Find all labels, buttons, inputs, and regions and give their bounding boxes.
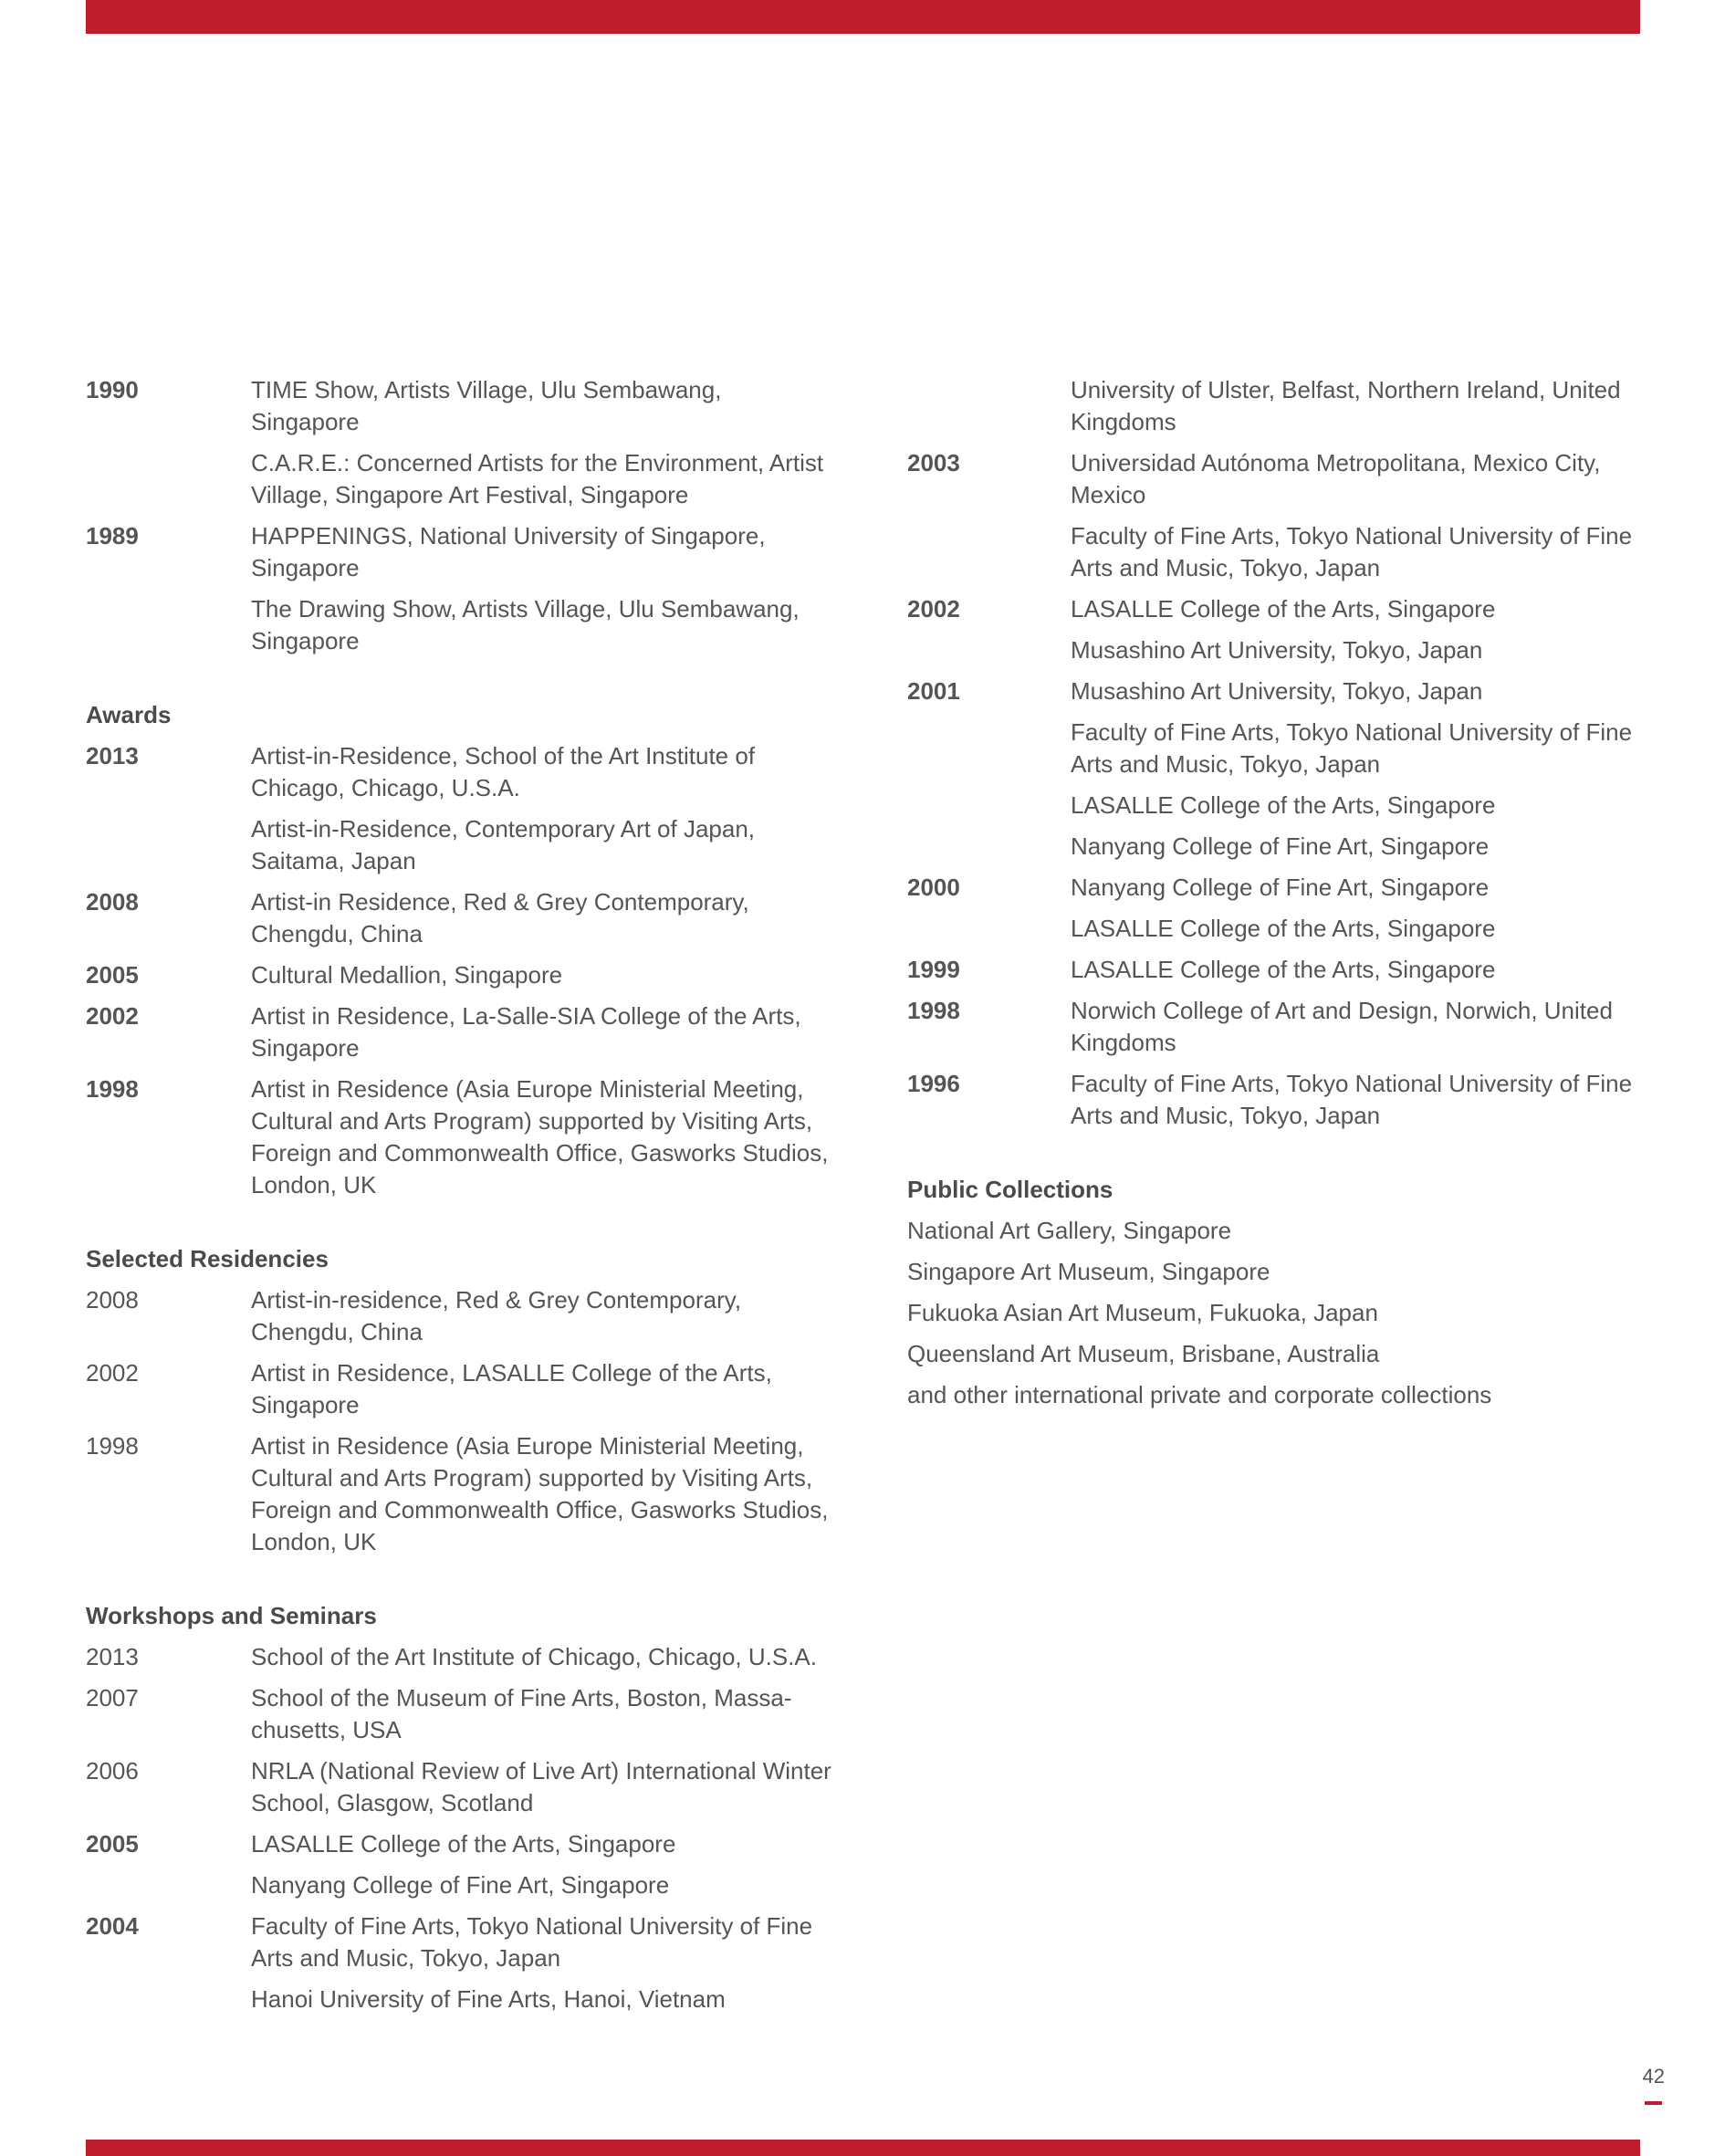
list-item [86,740,834,804]
list-item [86,520,834,584]
entry-year [907,790,1071,822]
entry-text: Faculty of Fine Arts, Tokyo National University of Fine Arts and Music, Tokyo, Japan [1071,718,1633,778]
entry-text: Artist in Residence, La-Salle-SIA College of the Arts, Singapore [251,1002,801,1062]
entry-text: Cultural Medallion, Singapore [251,961,563,989]
list-item [907,790,1656,822]
list-item [86,1430,834,1558]
entry-year [907,634,1071,666]
entry-text: Musashino Art University, Tokyo, Japan [1071,677,1483,705]
entry-year: 1996 [907,1070,960,1097]
list-item [86,1000,834,1064]
entry-text: Artist-in-Residence, School of the Art Institute of Chicago, Chicago, U.S.A. [251,742,756,801]
collection-item: Singapore Art Museum, Singapore [907,1258,1270,1285]
list-item [907,913,1656,945]
entry-text: School of the Art Institute of Chicago, Chicago, U.S.A. [251,1643,818,1670]
entry-text: LASALLE College of the Arts, Singapore [1071,956,1496,983]
entry-year: 1998 [907,997,960,1024]
entry-text: NRLA (National Review of Live Art) International Winter School, Glasgow, Scotland [251,1757,831,1816]
entry-year [86,447,251,511]
entry-year: 2000 [907,874,960,901]
entry-text: Norwich College of Art and Design, Norwich, United Kingdoms [1071,997,1613,1056]
list-item [86,447,834,511]
list-item [907,831,1656,863]
residencies-section [86,1243,834,1558]
entry-year [86,1983,251,2015]
entry-text: Artist in Residence (Asia Europe Ministerial Meeting, Cultural and Arts Program) supported by Visiting Arts, Foreign and Commonwealth Office, Gasworks Studios, London, UK [251,1075,829,1198]
entry-year [86,1869,251,1901]
entry-year [86,813,251,877]
list-item [86,1755,834,1819]
entry-text: Nanyang College of Fine Art, Singapore [1071,832,1490,860]
list-item [86,1828,834,1860]
collection-item: Fukuoka Asian Art Museum, Fukuoka, Japan [907,1299,1378,1326]
list-item [86,813,834,877]
entry-year: 2008 [86,888,139,916]
entry-year [907,520,1071,584]
entry-year: 2008 [86,1286,139,1313]
list-item [907,954,1656,986]
entry-text: Universidad Autónoma Metropolitana, Mexico City, Mexico [1071,449,1601,508]
entry-year [907,831,1071,863]
entry-text: Faculty of Fine Arts, Tokyo National University of Fine Arts and Music, Tokyo, Japan [251,1912,813,1972]
list-item [86,1869,834,1901]
collections-section [907,1174,1656,1411]
entry-year [907,717,1071,780]
awards-heading: Awards [86,701,172,728]
workshops-continued-section [907,374,1656,1132]
entry-text: C.A.R.E.: Concerned Artists for the Environment, Artist Village, Singapore Art Festival, Singapore [251,449,824,508]
entry-year: 1989 [86,522,139,549]
entry-text: Nanyang College of Fine Art, Singapore [1071,874,1490,901]
top-accent-bar [86,0,1640,34]
list-item [907,1068,1656,1132]
list-item [86,593,834,657]
collection-item: National Art Gallery, Singapore [907,1217,1232,1244]
left-column [86,374,834,2025]
entry-text: Artist-in Residence, Red & Grey Contemporary, Chengdu, China [251,888,749,947]
collection-item: and other international private and corporate collections [907,1381,1492,1408]
entry-text: The Drawing Show, Artists Village, Ulu Sembawang, Singapore [251,595,800,654]
entry-text: Nanyang College of Fine Art, Singapore [251,1871,670,1899]
list-item [86,1910,834,1974]
residencies-heading: Selected Residencies [86,1245,329,1272]
entry-text: LASALLE College of the Arts, Singapore [1071,595,1496,623]
entry-year [907,913,1071,945]
entry-year: 2013 [86,1643,139,1670]
entry-text: Artist-in-residence, Red & Grey Contemporary, Chengdu, China [251,1286,742,1345]
exhibitions-section [86,374,834,657]
entry-year: 2002 [907,595,960,623]
entry-year: 2005 [86,961,139,989]
entry-year: 2002 [86,1359,139,1387]
entry-text: LASALLE College of the Arts, Singapore [1071,915,1496,942]
entry-year: 1999 [907,956,960,983]
list-item [907,634,1656,666]
entry-text: Artist-in-Residence, Contemporary Art of Japan, Saitama, Japan [251,815,756,874]
entry-year: 2004 [86,1912,139,1940]
entry-year: 1998 [86,1432,139,1460]
entry-year: 2003 [907,449,960,476]
entry-text: LASALLE College of the Arts, Singapore [251,1830,676,1858]
list-item [907,675,1656,707]
list-item [86,374,834,438]
entry-year: 2013 [86,742,139,769]
awards-section [86,699,834,1201]
entry-year: 2005 [86,1830,139,1858]
entry-text: Musashino Art University, Tokyo, Japan [1071,636,1483,664]
list-item [86,1073,834,1201]
entry-text: TIME Show, Artists Village, Ulu Sembawang, Singapore [251,376,722,435]
entry-text: Faculty of Fine Arts, Tokyo National University of Fine Arts and Music, Tokyo, Japan [1071,522,1633,581]
entry-text: Faculty of Fine Arts, Tokyo National University of Fine Arts and Music, Tokyo, Japan [1071,1070,1633,1129]
list-item [907,995,1656,1059]
entry-year [907,374,1071,438]
list-item [86,1983,834,2015]
entry-year: 1998 [86,1075,139,1103]
list-item [86,1284,834,1348]
entry-year: 2007 [86,1684,139,1711]
collections-heading: Public Collections [907,1176,1113,1203]
list-item [907,374,1656,438]
entry-text: Artist in Residence, LASALLE College of the Arts, Singapore [251,1359,772,1418]
list-item [907,447,1656,511]
workshops-section [86,1600,834,2015]
list-item [86,886,834,950]
entry-year: 2002 [86,1002,139,1030]
entry-year: 1990 [86,376,139,403]
entry-text: School of the Museum of Fine Arts, Boston, Massa-chusetts, USA [251,1684,792,1743]
entry-year: 2006 [86,1757,139,1784]
entry-text: University of Ulster, Belfast, Northern Ireland, United Kingdoms [1071,376,1621,435]
entry-year [86,593,251,657]
page-number: 42 [1642,2065,1665,2088]
collection-item: Queensland Art Museum, Brisbane, Australia [907,1340,1380,1367]
entry-text: HAPPENINGS, National University of Singapore, Singapore [251,522,766,581]
entry-text: Artist in Residence (Asia Europe Ministerial Meeting, Cultural and Arts Program) supported by Visiting Arts, Foreign and Commonwealth Office, Gasworks Studios, London, UK [251,1432,829,1555]
list-item [86,1357,834,1421]
list-item [907,520,1656,584]
list-item [907,872,1656,904]
entry-year: 2001 [907,677,960,705]
list-item [86,1641,834,1673]
list-item [907,593,1656,625]
bottom-accent-bar [86,2140,1640,2156]
right-column [907,374,1656,1420]
list-item [907,717,1656,780]
list-item [86,1682,834,1746]
list-item [86,959,834,991]
page-number-mark [1645,2101,1662,2105]
entry-text: Hanoi University of Fine Arts, Hanoi, Vietnam [251,1985,726,2013]
entry-text: LASALLE College of the Arts, Singapore [1071,791,1496,819]
workshops-heading: Workshops and Seminars [86,1602,377,1629]
